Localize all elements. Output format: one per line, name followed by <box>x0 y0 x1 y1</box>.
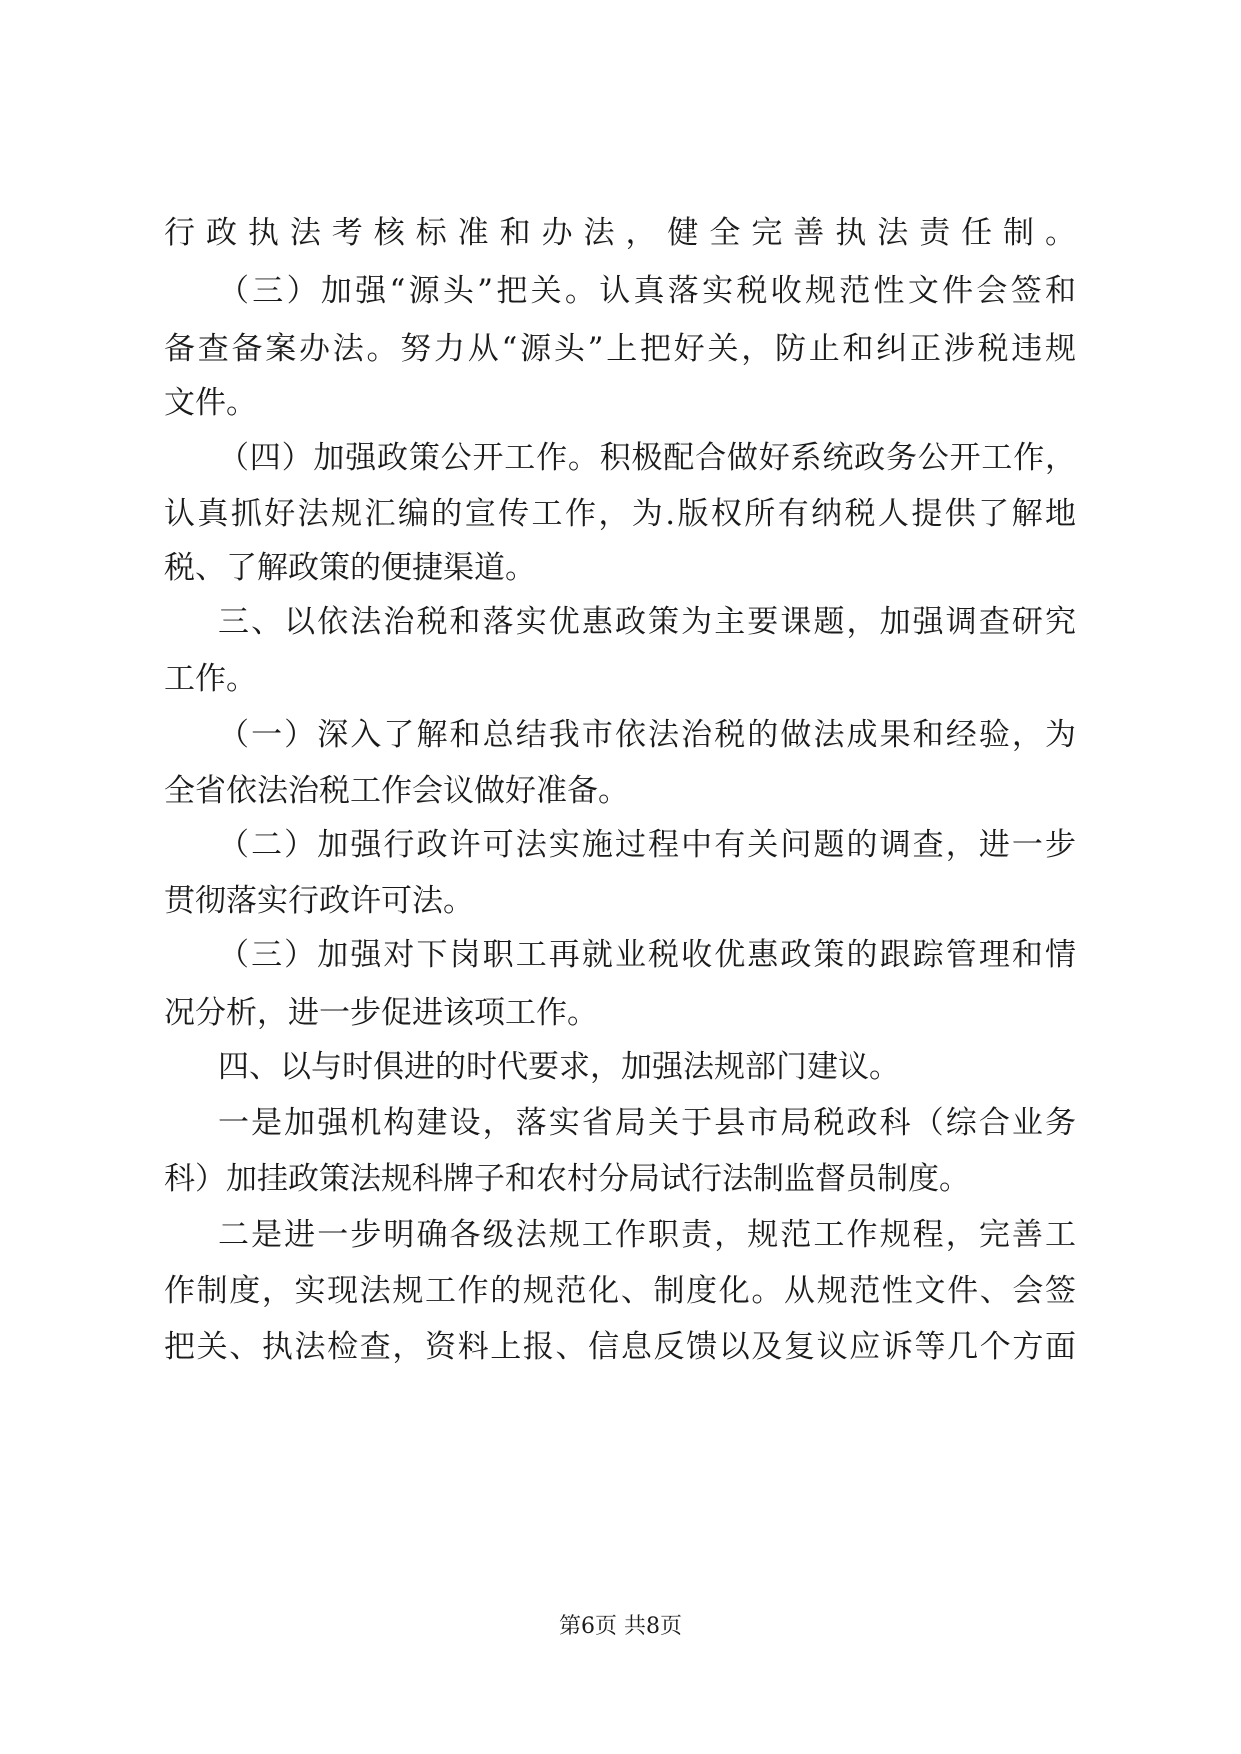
body-line: 况分析，进一步促进该项工作。 <box>164 995 598 1031</box>
body-line: （三）加强“源头”把关。认真落实税收规范性文件会签和 <box>218 273 1076 309</box>
body-line: （三）加强对下岗职工再就业税收优惠政策的跟踪管理和情 <box>218 937 1076 973</box>
body-line: 全省依法治税工作会议做好准备。 <box>164 773 629 809</box>
page-number-footer: 第6页 共8页 <box>559 1614 682 1639</box>
body-line: 三、以依法治税和落实优惠政策为主要课题，加强调查研究 <box>218 604 1076 640</box>
body-line: （四）加强政策公开工作。积极配合做好系统政务公开工作， <box>218 440 1076 476</box>
body-line: 一是加强机构建设，落实省局关于县市局税政科（综合业务 <box>218 1105 1076 1141</box>
body-line: 作制度，实现法规工作的规范化、制度化。从规范性文件、会签 <box>164 1273 1076 1309</box>
body-line: 把关、执法检查，资料上报、信息反馈以及复议应诉等几个方面 <box>164 1329 1076 1365</box>
body-line: 文件。 <box>164 385 257 421</box>
body-line: 科）加挂政策法规科牌子和农村分局试行法制监督员制度。 <box>164 1161 970 1197</box>
body-line: 备查备案办法。努力从“源头”上把好关，防止和纠正涉税违规 <box>164 331 1076 367</box>
body-line: 工作。 <box>164 661 257 697</box>
body-line: 贯彻落实行政许可法。 <box>164 883 474 919</box>
body-line: 认真抓好法规汇编的宣传工作，为.版权所有纳税人提供了解地 <box>164 496 1076 532</box>
body-line: 行政执法考核标准和办法，健全完善执法责任制。 <box>164 215 1076 251</box>
body-line: 四、以与时俱进的时代要求，加强法规部门建议。 <box>218 1049 900 1085</box>
body-line: （二）加强行政许可法实施过程中有关问题的调查，进一步 <box>218 827 1076 863</box>
body-line: 税、了解政策的便捷渠道。 <box>164 550 536 586</box>
body-line: 二是进一步明确各级法规工作职责，规范工作规程，完善工 <box>218 1217 1076 1253</box>
body-line: （一）深入了解和总结我市依法治税的做法成果和经验，为 <box>218 717 1076 753</box>
